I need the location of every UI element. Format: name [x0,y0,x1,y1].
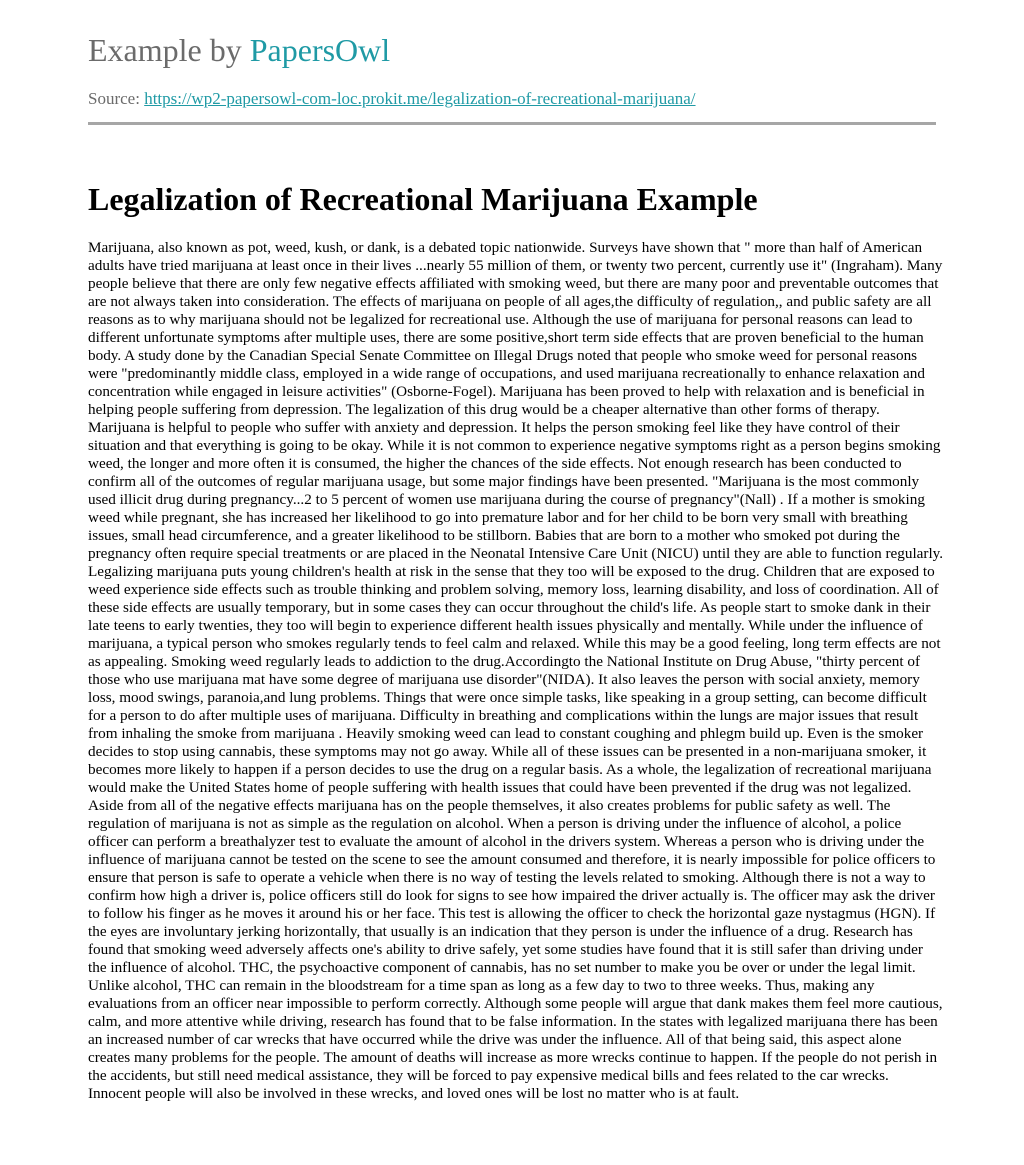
papersowl-brand-link[interactable]: PapersOwl [249,32,391,68]
article-title: Legalization of Recreational Marijuana Example [88,181,758,217]
source-label: Source: [88,89,145,108]
example-by-heading [88,30,936,70]
article-body: Marijuana, also known as pot, weed, kush, or dank, is a debated topic nationwide. Surveys have shown that " more than half of American adults have tried marijuana at least once in their lives ...nearly 55 million of them, or twenty two percent, currently use it" (Ingraham). Many people believe that there are only few negative effects affiliated with smoking weed, but there are many poor and preventable outcomes that are not always taken into consideration. The effects of marijuana on people of all ages,the difficulty of regulation,, and public safety are all reasons as to why marijuana should not be legalized for recreational use. Although the use of marijuana for personal reasons can lead to different unfortunate symptoms after multiple uses, there are some positive,short term side effects that are proven beneficial to the human body. A study done by the Canadian Special Senate Committee on Illegal Drugs noted that people who smoke weed for personal reasons were "predominantly middle class, employed in a wide range of occupations, and used marijuana recreationally to enhance relaxation and concentration while engaged in leisure activities" (Osborne-Fogel). Marijuana has been proved to help with relaxation and is beneficial in helping people suffering from depression. The legalization of this drug would be a cheaper alternative than other forms of therapy. Marijuana is helpful to people who suffer with anxiety and depression. It helps the person smoking feel like they have control of their situation and that everything is going to be okay. While it is not common to experience negative symptoms right as a person begins smoking weed, the longer and more often it is consumed, the higher the chances of the side effects. Not enough research has been conducted to confirm all of the outcomes of regular marijuana usage, but some major findings have been presented. "Marijuana is the most commonly used illicit drug during pregnancy...2 to 5 percent of women use marijuana during the course of pregnancy"(Nall) . If a mother is smoking weed while pregnant, she has increased her likelihood to go into premature labor and for her child to be born very small with breathing issues, small head circumference, and a greater likelihood to be stillborn. Babies that are born to a mother who smoked pot during the pregnancy often require special treatments or are placed in the Neonatal Intensive Care Unit (NICU) until they are able to function regularly. Legalizing marijuana puts young children's health at risk in the sense that they too will be exposed to the drug. Children that are exposed to weed experience side effects such as trouble thinking and problem solving, memory loss, learning disability, and loss of coordination. All of these side effects are usually temporary, but in some cases they can occur throughout the child's life. As people start to smoke dank in their late teens to early twenties, they too will begin to experience different health issues physically and mentally. While under the influence of marijuana, a typical person who smokes regularly tends to feel calm and relaxed. While this may be a good feeling, long term effects are not as appealing. Smoking weed regularly leads to addiction to the drug.Accordingto the National Institute on Drug Abuse, "thirty percent of those who use marijuana mat have some degree of marijuana use disorder"(NIDA). It also leaves the person with social anxiety, memory loss, mood swings, paranoia,and lung problems. Things that were once simple tasks, like speaking in a group setting, can become difficult for a person to do after multiple uses of marijuana. Difficulty in breathing and complications within the lungs are major issues that result from inhaling the smoke from marijuana . Heavily smoking weed can lead to constant coughing and phlegm build up. Even is the smoker decides to stop using cannabis, these symptoms may not go away. While all of these issues can be presented in a non-marijuana smoker, it becomes more likely to happen if a person decides to use the drug on a regular basis. As a whole, the legalization of recreational marijuana would make the United States home of people suffering with health issues that could have been prevented if the drug was not legalized. Aside from all of the negative effects marijuana has on the people themselves, it also creates problems for public safety as well. The regulation of marijuana is not as simple as the regulation on alcohol. When a person is driving under the influence of alcohol, a police officer can perform a breathalyzer test to evaluate the amount of alcohol in the drivers system. Whereas a person who is driving under the influence of marijuana cannot be tested on the scene to see the amount consumed and therefore, it is nearly impossible for police officers to ensure that person is safe to operate a vehicle when there is no way of testing the levels related to smoking. Although there is not a way to confirm how high a driver is, police officers still do look for signs to see how impaired the driver actually is. The officer may ask the driver to follow his finger as he moves it around his or her face. This test is allowing the officer to check the horizontal gaze nystagmus (HGN). If the eyes are involuntary jerking horizontally, that usually is an indication that they person is under the influence of a drug. Research has found that smoking weed adversely affects one's ability to drive safely, yet some studies have found that it is still safer than driving under the influence of alcohol. THC, the psychoactive component of cannabis, has no set number to make you be over or under the legal limit. Unlike alcohol, THC can remain in the bloodstream for a time span as long as a few day to two to three weeks. Thus, making any evaluations from an officer near impossible to perform correctly. Although some people will argue that dank makes them feel more cautious, calm, and more attentive while driving, research has found that to be false information. In the states with legalized marijuana there has been an increased number of car wrecks that have occurred while the drive was under the influence. All of that being said, this aspect alone creates many problems for the people. The amount of deaths will increase as more wrecks continue to happen. If the people do not perish in the accidents, but still need medical assistance, they will be forced to pay expensive medical bills and fees related to the car wrecks. Innocent people will also be involved in these wrecks, and loved ones will be lost no matter who is at fault. [88,239,944,1102]
source-url-link[interactable]: https://wp2-papersowl-com-loc.prokit.me/legalization-of-recreational-marijuana/ [144,89,696,108]
header-divider [88,122,936,125]
source-line [88,88,936,110]
page-header [88,30,936,110]
example-by-label: Example by [88,32,250,68]
